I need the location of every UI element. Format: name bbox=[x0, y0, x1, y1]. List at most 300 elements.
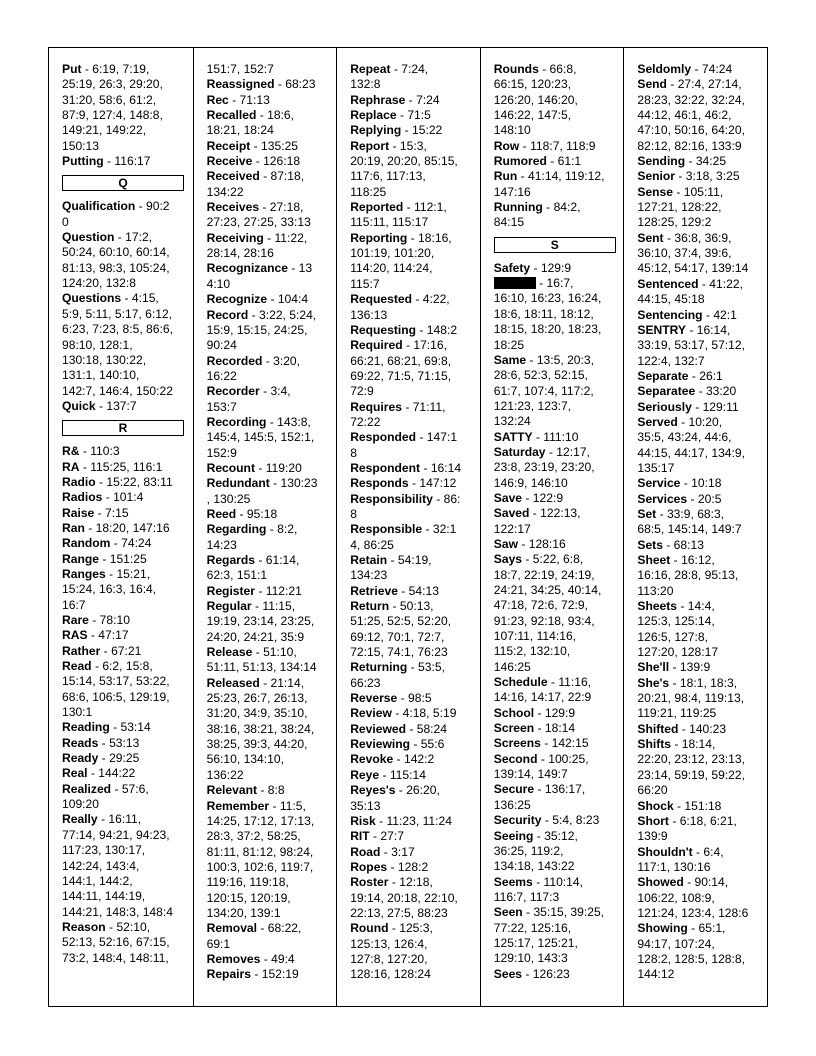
index-entry-continuation bbox=[207, 906, 337, 921]
page-line-refs: 144:22 bbox=[98, 766, 136, 781]
index-term: Requesting bbox=[350, 322, 417, 337]
index-entry-continuation bbox=[350, 891, 480, 906]
index-entry: Received - 87:18, bbox=[206, 169, 305, 184]
index-term: She's bbox=[637, 675, 670, 690]
index-term: Rather bbox=[62, 643, 101, 658]
index-term: Relevant bbox=[206, 783, 258, 798]
page-line-refs: 115:25, 116:1 bbox=[90, 459, 163, 474]
index-term: Responded bbox=[350, 430, 417, 445]
index-term: Separatee bbox=[637, 384, 696, 399]
index-entry-continuation bbox=[494, 798, 624, 813]
index-entry: Released - 21:14, bbox=[206, 675, 305, 690]
index-entry-continuation bbox=[637, 123, 767, 138]
page-line-refs: 35:13 bbox=[350, 798, 381, 813]
page-line-refs: 51:11, 51:13, 134:14 bbox=[206, 660, 317, 675]
index-entry-continuation bbox=[350, 446, 480, 461]
index-term: Row bbox=[493, 138, 520, 153]
index-entry: Row - 118:7, 118:9 bbox=[493, 138, 596, 153]
index-entry-continuation bbox=[207, 400, 337, 415]
index-entry-continuation bbox=[637, 783, 767, 798]
page-line-refs: 69:22, 71:5, 71:15, bbox=[350, 368, 452, 383]
index-term: Sense bbox=[637, 184, 674, 199]
index-entry-continuation bbox=[637, 93, 767, 108]
index-entry: Radios - 101:4 bbox=[62, 490, 144, 505]
page-line-refs: 11:23, 11:24 bbox=[386, 813, 452, 828]
index-entry: Report - 15:3, bbox=[350, 138, 427, 153]
page-line-refs: 139:9 bbox=[637, 829, 668, 844]
index-entry-continuation bbox=[62, 276, 193, 291]
index-entry: Recording - 143:8, bbox=[206, 414, 311, 429]
index-term: Rephrase bbox=[350, 92, 406, 107]
index-entry: Retrieve - 54:13 bbox=[350, 583, 439, 598]
page-line-refs: 128:16 bbox=[528, 536, 566, 551]
page-line-refs: 134:18, 143:22 bbox=[493, 859, 575, 874]
page-line-refs: 126:18 bbox=[263, 154, 301, 169]
page-line-refs: 29:25 bbox=[109, 751, 140, 766]
page-line-refs: 57:6, bbox=[121, 781, 149, 796]
page-line-refs: 115:7 bbox=[350, 276, 380, 291]
page-line-refs: 31:20, 58:6, 61:2, bbox=[62, 92, 157, 107]
index-entry-continuation bbox=[637, 967, 767, 982]
page-line-refs: 6:2, 15:8, bbox=[102, 659, 153, 674]
page-line-refs: 31:20, 34:9, 35:10, bbox=[206, 706, 308, 721]
index-entry-continuation bbox=[494, 476, 624, 491]
page-line-refs: 66:8, bbox=[549, 62, 577, 76]
index-term: Showed bbox=[637, 875, 684, 890]
index-term: She'll bbox=[637, 660, 670, 675]
page-line-refs: 0 bbox=[62, 214, 69, 229]
page-line-refs: 3:20, bbox=[273, 353, 301, 368]
index-entry-continuation bbox=[637, 706, 767, 721]
index-entry: Record - 3:22, 5:24, bbox=[206, 307, 317, 322]
page-line-refs: 23:8, 23:19, 23:20, bbox=[493, 460, 595, 475]
page-line-refs: 129:11 bbox=[702, 399, 739, 414]
page-line-refs: 119:20 bbox=[265, 460, 302, 475]
index-entry: Saturday - 12:17, bbox=[493, 444, 590, 459]
page-line-refs: 35:12, bbox=[544, 828, 578, 843]
index-entry-continuation bbox=[350, 77, 480, 92]
page-line-refs: 110:3 bbox=[90, 444, 120, 459]
page-line-refs: 147:12 bbox=[419, 476, 457, 491]
page-line-refs: 148:10 bbox=[493, 123, 531, 138]
index-entry: Reed - 95:18 bbox=[206, 506, 278, 521]
index-entry-continuation bbox=[350, 799, 480, 814]
index-entry: Senior - 3:18, 3:25 bbox=[637, 169, 740, 184]
index-entry: Recalled - 18:6, bbox=[206, 108, 294, 123]
index-entry-continuation bbox=[207, 875, 337, 890]
index-term: Roster bbox=[350, 875, 389, 890]
index-term: Same bbox=[493, 352, 527, 367]
index-term: Real bbox=[62, 766, 88, 781]
index-entry-continuation bbox=[207, 691, 337, 706]
index-entry: Seriously - 129:11 bbox=[637, 399, 739, 414]
page-line-refs: 16:7, bbox=[546, 276, 574, 291]
index-entry: Secure - 136:17, bbox=[493, 782, 586, 797]
index-entry-continuation bbox=[62, 215, 193, 230]
page-line-refs: 5:22, 6:8, bbox=[532, 552, 584, 567]
page-line-refs: 90:24 bbox=[206, 338, 237, 353]
index-term: Put bbox=[62, 62, 82, 76]
page-line-refs: 22:20, 23:12, 23:13, bbox=[637, 752, 745, 767]
index-entry: Shifts - 18:14, bbox=[637, 737, 716, 752]
page-line-refs: 151:18 bbox=[684, 798, 722, 813]
index-term: School bbox=[493, 705, 535, 720]
page-line-refs: 66:20 bbox=[637, 783, 668, 798]
page-line-refs: 16:12, bbox=[681, 553, 715, 567]
index-term: Showing bbox=[637, 921, 688, 936]
index-term: Receive bbox=[206, 154, 253, 169]
index-term: SENTRY bbox=[637, 322, 686, 337]
index-entry-continuation bbox=[207, 492, 337, 507]
index-term: Regular bbox=[206, 599, 252, 614]
index-term: Repeat bbox=[350, 62, 391, 76]
page-line-refs: 117:1, 130:16 bbox=[637, 859, 711, 874]
index-entry: Return - 50:13, bbox=[350, 599, 434, 614]
index-term: Risk bbox=[350, 813, 376, 828]
index-term: Save bbox=[493, 490, 523, 505]
index-entry: Sense - 105:11, bbox=[637, 184, 724, 199]
page-line-refs: 129:9 bbox=[540, 260, 572, 275]
index-entry-continuation bbox=[62, 797, 193, 812]
index-term: Send bbox=[637, 77, 667, 92]
index-entry-continuation bbox=[350, 246, 480, 261]
index-entry: Served - 10:20, bbox=[637, 414, 723, 429]
index-entry: Replying - 15:22 bbox=[350, 123, 443, 138]
index-entry-continuation bbox=[62, 598, 193, 613]
page-line-refs: 13:5, 20:3, bbox=[536, 352, 594, 367]
index-entry: Screen - 18:14 bbox=[493, 721, 576, 736]
index-term: Shock bbox=[637, 798, 674, 813]
index-entry: Sheet - 16:12, bbox=[637, 553, 715, 567]
index-term: RIT bbox=[350, 829, 370, 844]
index-entry: Security - 5:4, 8:23 bbox=[493, 813, 600, 828]
index-entry-continuation bbox=[494, 93, 624, 108]
index-term: Qualification bbox=[62, 199, 136, 214]
page-line-refs: 91:23, 92:18, 93:4, bbox=[493, 613, 595, 628]
index-entry-continuation bbox=[62, 245, 193, 260]
index-term: Screens bbox=[493, 736, 541, 751]
index-entry-continuation bbox=[494, 108, 624, 123]
page-line-refs: 67:21 bbox=[111, 643, 142, 658]
page-line-refs: 117:23, 130:17, bbox=[62, 843, 146, 858]
index-entry-continuation bbox=[637, 768, 767, 783]
page-line-refs: 16:22 bbox=[206, 368, 237, 383]
index-entry-continuation bbox=[62, 889, 193, 904]
index-entry: Receives - 27:18, bbox=[206, 200, 304, 215]
index-entry: Rephrase - 7:24 bbox=[350, 92, 440, 107]
index-entry-continuation bbox=[637, 139, 767, 154]
index-entry-continuation bbox=[637, 108, 767, 123]
index-entry: Risk - 11:23, 11:24 bbox=[350, 813, 452, 828]
index-term: Sheet bbox=[637, 553, 671, 567]
page-line-refs: 12:17, bbox=[556, 444, 590, 459]
page-line-refs: 146:22, 147:5, bbox=[493, 108, 572, 123]
index-term: Sheets bbox=[637, 599, 678, 614]
page-line-refs: 116:7, 117:3 bbox=[493, 889, 560, 904]
index-entry: Ropes - 128:2 bbox=[350, 859, 429, 874]
index-entry: She's - 18:1, 18:3, bbox=[637, 675, 738, 690]
index-entry: Release - 51:10, bbox=[206, 645, 297, 660]
index-term: Reason bbox=[62, 919, 106, 934]
index-term: Ran bbox=[62, 520, 85, 535]
index-entry-continuation bbox=[350, 415, 480, 430]
page-line-refs: 127:20, 128:17 bbox=[637, 645, 719, 660]
page-line-refs: 20:5 bbox=[697, 491, 722, 506]
page-line-refs: 52:10, bbox=[116, 919, 151, 934]
page-line-refs: 72:22 bbox=[350, 414, 381, 429]
index-entry: Respondent - 16:14 bbox=[350, 460, 462, 475]
index-column bbox=[336, 48, 480, 1006]
index-entry: Random - 74:24 bbox=[62, 536, 152, 551]
page-line-refs: 42:1 bbox=[713, 307, 737, 322]
index-entry: Schedule - 11:16, bbox=[493, 675, 592, 690]
page-line-refs: 110:14, bbox=[543, 874, 583, 889]
index-entry: Recognizance - 13 bbox=[206, 261, 313, 276]
page-line-refs: 129:9 bbox=[544, 705, 576, 720]
page-line-refs: 27:23, 27:25, 33:13 bbox=[206, 215, 311, 230]
page-line-refs: 6:19, 7:19, bbox=[92, 62, 150, 76]
page-line-refs: 122:17 bbox=[493, 521, 531, 536]
index-entry-continuation bbox=[62, 261, 193, 276]
index-term: Recount bbox=[206, 460, 255, 475]
index-entry: Reye - 115:14 bbox=[350, 767, 426, 782]
page-line-refs: 4:10 bbox=[206, 276, 231, 291]
index-entry: - 16:7, bbox=[494, 276, 624, 291]
page-line-refs: 87:9, 127:4, 148:8, bbox=[62, 108, 163, 123]
page-line-refs: 16:10, 16:23, 16:24, bbox=[493, 291, 602, 306]
index-entry: Sentencing - 42:1 bbox=[637, 307, 737, 322]
index-term: Seldomly bbox=[637, 62, 692, 76]
index-entry: Requested - 4:22, bbox=[350, 292, 450, 307]
index-term: Sent bbox=[637, 230, 664, 245]
page-line-refs: 105:11, bbox=[683, 184, 724, 199]
page-line-refs: 34:25 bbox=[695, 154, 727, 169]
index-entry: Reassigned - 68:23 bbox=[206, 77, 316, 92]
index-entry: Regards - 61:14, bbox=[206, 553, 300, 567]
page-line-refs: 77:14, 94:21, 94:23, bbox=[62, 827, 170, 842]
index-term: Schedule bbox=[493, 675, 548, 690]
index-term: Record bbox=[206, 307, 249, 322]
index-entry-continuation bbox=[350, 630, 480, 645]
page-line-refs: 147:1 bbox=[426, 430, 458, 445]
index-entry: Ran - 18:20, 147:16 bbox=[62, 520, 170, 535]
index-term: Seems bbox=[493, 874, 533, 889]
index-entry: RIT - 27:7 bbox=[350, 829, 404, 844]
page-line-refs: 61:7, 107:4, 117:2, bbox=[493, 383, 594, 398]
index-entry: Questions - 4:15, bbox=[62, 291, 159, 306]
page-line-refs: 38:25, 39:3, 44:20, bbox=[206, 737, 308, 752]
index-entry-continuation bbox=[494, 77, 624, 92]
index-term: Rare bbox=[62, 613, 89, 627]
index-term: Released bbox=[206, 675, 260, 690]
index-entry-continuation bbox=[637, 630, 767, 645]
page-line-refs: 126:23 bbox=[532, 966, 570, 981]
page-line-refs: 120:15, 120:19, bbox=[206, 890, 291, 905]
page-line-refs: 47:17 bbox=[98, 628, 129, 643]
page-line-refs: 47:18, 72:6, 72:9, bbox=[493, 598, 588, 613]
page-line-refs: 153:7 bbox=[206, 399, 237, 414]
index-entry: Rumored - 61:1 bbox=[493, 154, 582, 169]
index-entry: Recorder - 3:4, bbox=[206, 384, 291, 399]
page-line-refs: 18:25 bbox=[493, 337, 525, 352]
page-line-refs: 4:18, 5:19 bbox=[402, 706, 457, 721]
index-entry-continuation bbox=[637, 200, 767, 215]
page-line-refs: 71:13 bbox=[239, 92, 270, 107]
index-entry-continuation bbox=[637, 752, 767, 767]
index-entry: Reads - 53:13 bbox=[62, 735, 140, 750]
index-term: Recognizance bbox=[206, 261, 288, 276]
page-line-refs: 135:17 bbox=[637, 460, 675, 475]
index-entry-continuation bbox=[207, 430, 337, 445]
index-entry: Seems - 110:14, bbox=[493, 874, 583, 889]
page-line-refs: 6:4, bbox=[703, 844, 724, 859]
index-entry-continuation bbox=[207, 752, 337, 767]
page-line-refs: 146:9, 146:10 bbox=[493, 475, 568, 490]
page-line-refs: 115:2, 132:10, bbox=[493, 644, 571, 659]
index-term: Service bbox=[637, 476, 681, 491]
index-entry-continuation bbox=[494, 598, 624, 613]
index-entry: Receive - 126:18 bbox=[206, 154, 301, 169]
page-line-refs: 23:14, 59:19, 59:22, bbox=[637, 767, 745, 782]
page-line-refs: 3:4, bbox=[270, 384, 291, 399]
index-entry: Radio - 15:22, 83:11 bbox=[62, 474, 173, 489]
page-line-refs: 50:13, bbox=[399, 599, 434, 614]
index-entry: Road - 3:17 bbox=[350, 844, 415, 859]
index-term: Separate bbox=[637, 368, 689, 383]
page-line-refs: 68:5, 145:14, 149:7 bbox=[637, 522, 742, 537]
index-entry: Reporting - 18:16, bbox=[350, 230, 452, 245]
index-entry-continuation bbox=[494, 399, 624, 414]
page-line-refs: 18:14 bbox=[544, 721, 576, 736]
index-entry-continuation bbox=[494, 215, 624, 230]
page-line-refs: 51:10, bbox=[263, 645, 297, 660]
index-entry: Relevant - 8:8 bbox=[206, 783, 285, 798]
index-entry-continuation bbox=[494, 890, 624, 905]
index-entry: Retain - 54:19, bbox=[350, 553, 432, 567]
page-line-refs: 128:16, 128:24 bbox=[350, 967, 431, 982]
index-term: Run bbox=[493, 169, 518, 184]
index-term: Reassigned bbox=[206, 77, 275, 92]
index-term: Repairs bbox=[206, 967, 251, 982]
index-term: Release bbox=[206, 645, 253, 660]
index-entry: Range - 151:25 bbox=[62, 551, 147, 566]
page-line-refs: 18:21, 18:24 bbox=[206, 123, 274, 138]
page-line-refs: 144:11, 144:19, bbox=[62, 889, 146, 904]
page-line-refs: 100:3, 102:6, 119:7, bbox=[206, 859, 314, 874]
index-entry: Real - 144:22 bbox=[62, 766, 136, 781]
index-entry: Reading - 53:14 bbox=[62, 720, 151, 735]
index-term: Rounds bbox=[493, 62, 539, 76]
page-line-refs: 152:19 bbox=[261, 967, 299, 982]
index-term: Read bbox=[62, 659, 92, 674]
index-entry-continuation bbox=[350, 277, 480, 292]
index-entry-continuation bbox=[637, 246, 767, 261]
page-line-refs: 74:24 bbox=[121, 536, 152, 551]
page-line-refs: 87:18, bbox=[270, 169, 305, 184]
index-term: Saved bbox=[493, 506, 530, 521]
index-entry-continuation bbox=[350, 906, 480, 921]
index-entry-continuation bbox=[350, 614, 480, 629]
index-entry: Same - 13:5, 20:3, bbox=[493, 352, 594, 367]
index-term: Radio bbox=[62, 474, 96, 489]
index-term: Second bbox=[493, 751, 538, 766]
index-entry: Receiving - 11:22, bbox=[206, 230, 308, 245]
index-term: Services bbox=[637, 491, 688, 506]
page-line-refs: 116:17 bbox=[114, 154, 151, 169]
page-line-refs: 15:22, 83:11 bbox=[106, 474, 173, 489]
index-column bbox=[49, 48, 193, 1006]
index-entry-continuation bbox=[637, 354, 767, 369]
index-term: Rec bbox=[206, 92, 229, 107]
index-entry: Register - 112:21 bbox=[206, 583, 302, 598]
page-line-refs: 7:24, bbox=[401, 62, 429, 76]
index-entry: Qualification - 90:2 bbox=[62, 199, 170, 214]
page-line-refs: 130:18, 130:22, bbox=[62, 352, 147, 367]
index-entry: Regarding - 8:2, bbox=[206, 522, 298, 537]
page-line-refs: 8 bbox=[350, 506, 357, 521]
page-line-refs: 136:22 bbox=[206, 767, 244, 782]
page-line-refs: 4:22, bbox=[422, 292, 450, 307]
index-entry-continuation bbox=[637, 584, 767, 599]
page-line-refs: 119:16, 119:18, bbox=[206, 875, 289, 890]
page-line-refs: 6:18, 6:21, bbox=[679, 813, 737, 828]
page-line-refs: 52:13, 52:16, 67:15, bbox=[62, 935, 170, 950]
index-term: Review bbox=[350, 706, 392, 721]
index-term: Question bbox=[62, 230, 115, 245]
index-term: Seeing bbox=[493, 828, 534, 843]
page-line-refs: 41:22, bbox=[709, 276, 743, 291]
page-line-refs: 124:20, 132:8 bbox=[62, 276, 136, 291]
page-line-refs: 113:20 bbox=[637, 583, 674, 598]
page-line-refs: 27:18, bbox=[269, 200, 304, 215]
index-entry: SENTRY - 16:14, bbox=[637, 322, 731, 337]
page-line-refs: 131:1, 140:10, bbox=[62, 368, 140, 383]
index-entry: Shifted - 140:23 bbox=[637, 721, 727, 736]
page-line-refs: 112:21 bbox=[265, 583, 302, 598]
page-line-refs: 16:7 bbox=[62, 597, 86, 612]
page-line-refs: 74:24 bbox=[701, 62, 733, 76]
page-line-refs: 65:1, bbox=[698, 921, 726, 936]
page-line-refs: 53:14 bbox=[120, 720, 151, 735]
index-entry: Says - 5:22, 6:8, bbox=[493, 552, 584, 567]
index-term: Regards bbox=[206, 553, 255, 567]
index-term: Sets bbox=[637, 537, 663, 552]
page-line-refs: 144:1, 144:2, bbox=[62, 873, 133, 888]
index-entry-continuation bbox=[62, 123, 193, 138]
page-line-refs: 35:15, 39:25, bbox=[533, 905, 605, 920]
index-term: Regarding bbox=[206, 522, 267, 537]
index-entry-continuation bbox=[62, 368, 193, 383]
page-line-refs: 98:5 bbox=[408, 691, 432, 706]
page-line-refs: 19:14, 20:18, 22:10, bbox=[350, 890, 458, 905]
index-term: Reviewed bbox=[350, 721, 406, 736]
index-entry: Put - 6:19, 7:19, bbox=[62, 62, 150, 76]
index-entry-continuation bbox=[494, 921, 624, 936]
index-term: Saturday bbox=[493, 444, 546, 459]
index-entry-continuation bbox=[494, 185, 624, 200]
index-entry: Roster - 12:18, bbox=[350, 875, 433, 890]
page-line-refs: 53:13 bbox=[109, 735, 140, 750]
page-line-refs: 8:8 bbox=[267, 783, 285, 798]
index-entry: Showed - 90:14, bbox=[637, 875, 729, 890]
section-letter-header: R bbox=[62, 420, 184, 436]
index-column bbox=[193, 48, 337, 1006]
index-term: Short bbox=[637, 813, 669, 828]
index-entry: Rec - 71:13 bbox=[206, 92, 270, 107]
page-line-refs: 125:17, 125:21, bbox=[493, 935, 578, 950]
page-line-refs: 142:15 bbox=[551, 736, 589, 751]
index-term: Report bbox=[350, 138, 390, 153]
